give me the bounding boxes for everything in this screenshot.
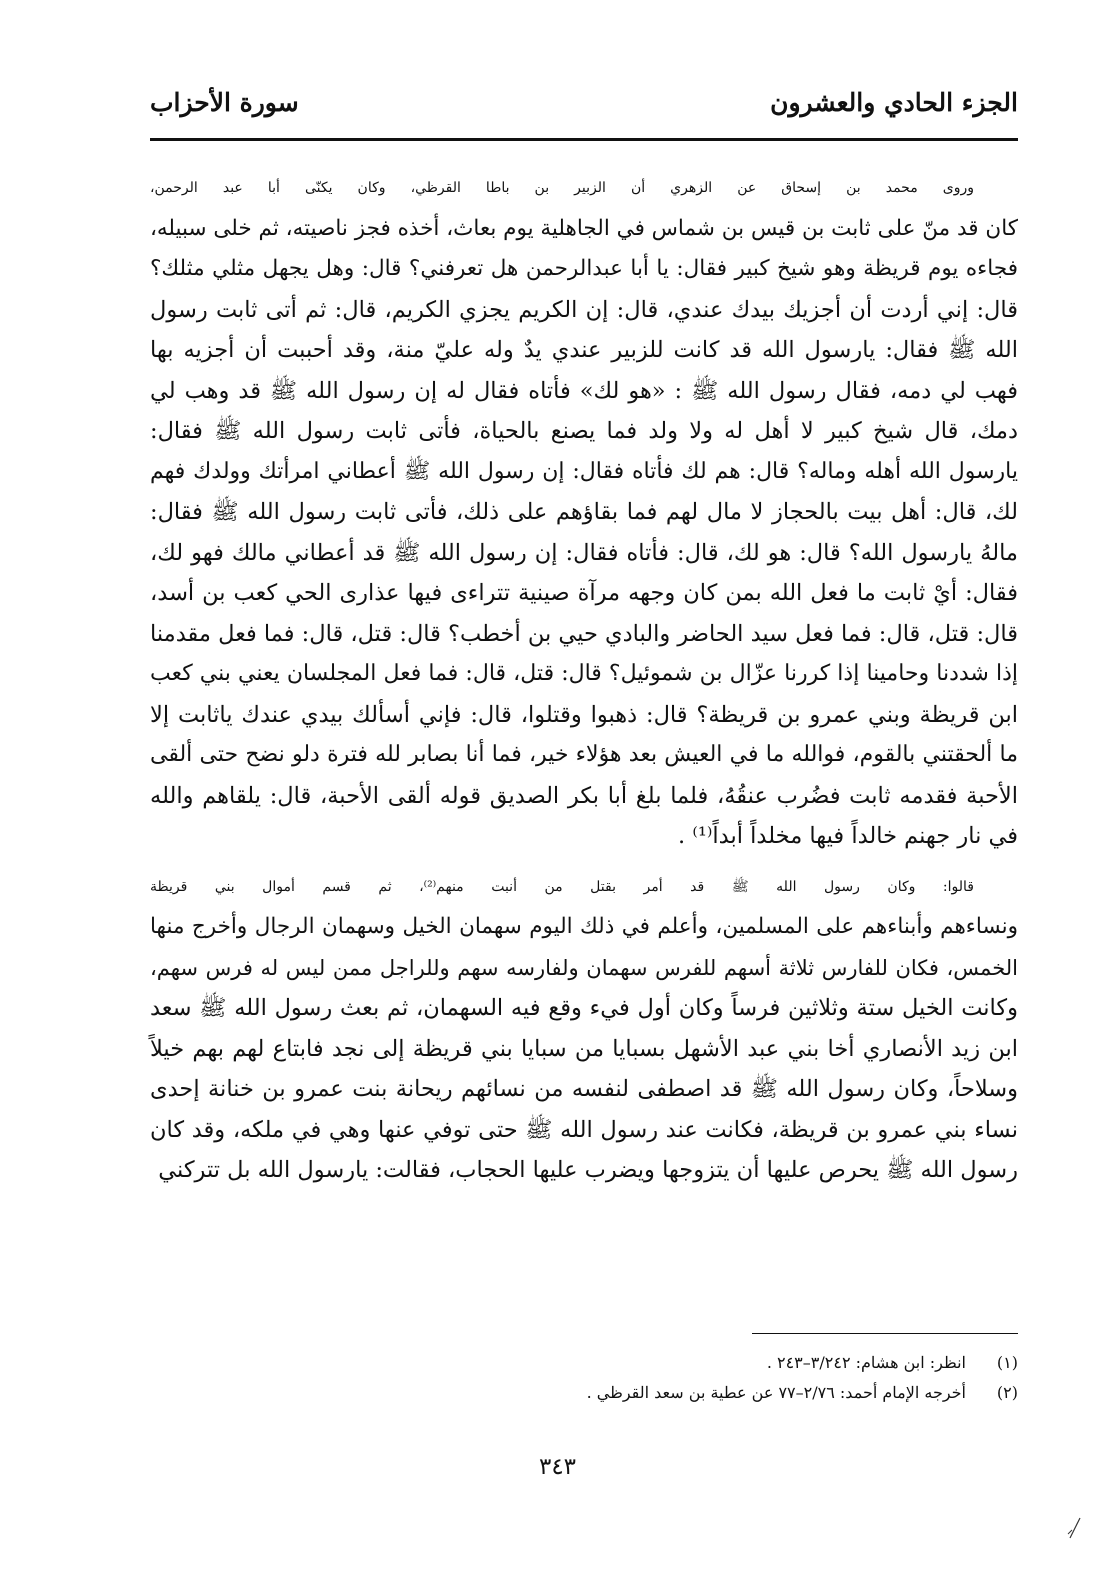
pen-mark-icon bbox=[1064, 1512, 1086, 1540]
text-line: قالوا: وكان رسول الله ﷺ قد أمر بقتل من أنبت منهم⁽²⁾، ثم قسم أموال بني قريظة bbox=[150, 878, 974, 895]
footnote-number: (١) bbox=[996, 1353, 1018, 1372]
text-line: ابن زيد الأنصاري أخا بني عبد الأشهل بسبايا من سبايا بني قريظة إلى نجد فابتاع لهم بهم خيلاً bbox=[150, 1035, 1018, 1062]
text-line: ما ألحقتني بالقوم، فوالله ما في العيش بعد هؤلاء خير، فما أنا بصابر لله فترة دلو نضح حتى ألقى bbox=[150, 742, 1018, 767]
page-number: ٣٤٣ bbox=[538, 1454, 577, 1480]
text-line: الله ﷺ فقال: يارسول الله قد كانت للزبير عندي يدٌ وله عليّ منة، وقد أحببت أن أجزيه بها bbox=[150, 337, 1018, 363]
text-line: ابن قريظة وبني عمرو بن قريظة؟ قال: ذهبوا وقتلوا، قال: فإني أسألك بيدي عندك ياثابت إلا bbox=[150, 701, 1018, 728]
text-line: قال: إني أردت أن أجزيك بيدك عندي، قال: إن الكريم يجزي الكريم، قال: ثم أتى ثابت رسول bbox=[150, 296, 1018, 323]
text-line: فهب لي دمه، فقال رسول الله ﷺ : «هو لك» فأتاه فقال له إن رسول الله ﷺ قد وهب لي bbox=[150, 377, 1018, 404]
text-line: رسول الله ﷺ يحرص عليها أن يتزوجها ويضرب عليها الحجاب، فقالت: يارسول الله بل تتركني bbox=[158, 1157, 1018, 1183]
footnote bbox=[150, 1348, 1018, 1378]
text-line: لك، قال: أهل بيت بالحجاز لا مال لهم فما بقاؤهم على ذلك، فأتى ثابت رسول الله ﷺ فقال: bbox=[150, 499, 1018, 525]
text-line: وروى محمد بن إسحاق عن الزهري أن الزبير بن باطا القرظي، وكان يكنّى أبا عبد الرحمن، bbox=[150, 180, 974, 196]
running-header bbox=[150, 80, 1018, 124]
text-line: في نار جهنم خالداً فيها مخلداً أبداً⁽¹⁾ . bbox=[678, 823, 1018, 849]
text-line: يارسول الله أهله وماله؟ قال: هم لك فأتاه فقال: إن رسول الله ﷺ أعطاني امرأتك وولدك فهم bbox=[150, 458, 1018, 484]
footnote-text: أخرجه الإمام أحمد: ٢/٧٦–٧٧ عن عطية بن سعد القرظي . bbox=[586, 1383, 966, 1402]
text-line: ونساءهم وأبناءهم على المسلمين، وأعلم في ذلك اليوم سهمان الخيل وسهمان الرجال وأخرج منها bbox=[150, 914, 1018, 939]
footnotes bbox=[150, 1348, 1018, 1408]
text-line: فجاءه يوم قريظة وهو شيخ كبير فقال: يا أبا عبدالرحمن هل تعرفني؟ قال: وهل يجهل مثلي مثلك؟ bbox=[150, 256, 1018, 281]
text-line: وسلاحاً، وكان رسول الله ﷺ قد اصطفى لنفسه من نسائهم ريحانة بنت عمرو بن خنانة إحدى bbox=[150, 1076, 1018, 1102]
text-line: كان قد منّ على ثابت بن قيس بن شماس في الجاهلية يوم بعاث، أخذه فجز ناصيته، ثم خلى سبيله، bbox=[149, 215, 1018, 241]
header-part-title: الجزء الحادي والعشرون bbox=[770, 87, 1018, 117]
footnote-divider bbox=[752, 1333, 1018, 1334]
text-line: الخمس، فكان للفارس ثلاثة أسهم للفرس سهمان ولفارسه سهم وللراجل ممن ليس له فرس سهم، bbox=[150, 955, 1018, 980]
footnote bbox=[150, 1378, 1018, 1408]
text-line: دمك، قال شيخ كبير لا أهل له ولا ولد فما يصنع بالحياة، فأتى ثابت رسول الله ﷺ فقال: bbox=[150, 418, 1018, 444]
text-line: مالهُ يارسول الله؟ قال: هو لك، قال: فأتاه فقال: إن رسول الله ﷺ قد أعطاني مالك فهو لك، bbox=[150, 539, 1018, 566]
text-line: وكانت الخيل ستة وثلاثين فرساً وكان أول فيء وقع فيه السهمان، ثم بعث رسول الله ﷺ سعد bbox=[150, 995, 1018, 1021]
text-line: إذا شددنا وحامينا إذا كررنا عزّال بن شموئيل؟ قال: قتل، قال: فما فعل المجلسان يعني بني كعب bbox=[150, 661, 1018, 686]
paragraph bbox=[150, 867, 1018, 1191]
footnote-number: (٢) bbox=[996, 1383, 1018, 1402]
text-line: نساء بني عمرو بن قريظة، فكانت عند رسول الله ﷺ حتى توفي عنها وهي في ملكه، وقد كان bbox=[150, 1116, 1018, 1143]
main-text bbox=[150, 168, 1018, 1191]
text-line: فقال: أيْ ثابت ما فعل الله بمن كان وجهه مرآة صينية تتراءى فيها عذارى الحي كعب بن أسد، bbox=[150, 580, 1018, 606]
header-divider bbox=[150, 138, 1018, 141]
text-line: قال: قتل، قال: فما فعل سيد الحاضر والبادي حيي بن أخطب؟ قال: قتل، قال: فما فعل مقدمنا bbox=[150, 620, 1018, 647]
header-surah-title: سورة الأحزاب bbox=[150, 87, 299, 117]
footnote-text: انظر: ابن هشام: ٣/٢٤٢–٢٤٣ . bbox=[766, 1353, 966, 1372]
text-line: الأحبة فقدمه ثابت فضُرب عنقُهُ، فلما بلغ أبا بكر الصديق قوله ألقى الأحبة، قال: يلقاهم والله bbox=[150, 782, 1018, 809]
paragraph bbox=[150, 168, 1018, 857]
